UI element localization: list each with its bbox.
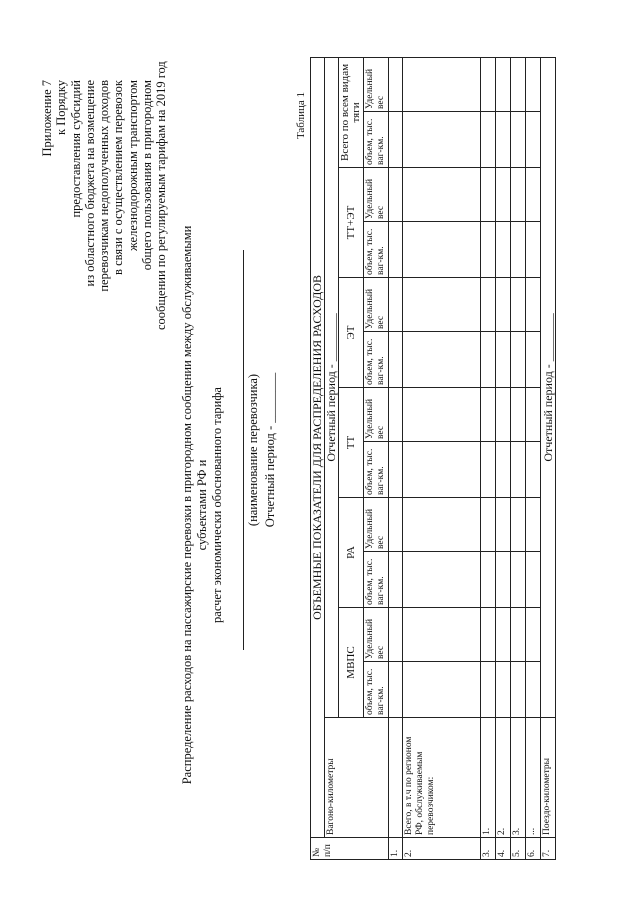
sub-header-volume: объем, тыс. ваг-км. — [364, 332, 389, 388]
sub-header-volume: объем, тыс. ваг-км. — [364, 112, 389, 168]
carrier-underline — [243, 250, 244, 650]
sub-header-volume: объем, тыс. ваг-км. — [364, 552, 389, 608]
table-label: Таблица 1 — [295, 92, 307, 140]
sub-header-volume: объем, тыс. ваг-км. — [364, 222, 389, 278]
annex-line: предоставления субсидий — [68, 80, 83, 218]
group-tt: ТТ — [339, 388, 364, 498]
row-number: 7. — [541, 838, 556, 860]
group-mvps: МВПС — [339, 608, 364, 718]
annex-line: Приложение 7 — [40, 80, 54, 157]
row-label: Всего, в т.ч по регионом РФ, обслуживаемым перевозчиком: — [403, 718, 481, 838]
carrier-caption: (наименование перевозчика) — [246, 373, 260, 527]
sub-header-share: Удельный вес — [364, 168, 389, 222]
header-no: № п/п — [311, 838, 389, 860]
sub-header-volume: объем, тыс. ваг-км. — [364, 442, 389, 498]
table-row — [403, 57, 481, 859]
row-label: 1. — [481, 718, 496, 838]
row-label-header: Вагоно-километры — [325, 718, 389, 838]
row-number: 5. — [511, 838, 526, 860]
document-title-line2: расчет экономически обоснованного тарифа — [210, 387, 224, 623]
distribution-table — [310, 57, 556, 860]
row-number: 1. — [389, 838, 403, 860]
sub-header-share: Удельный вес — [364, 57, 389, 111]
sub-header-share: Удельный вес — [364, 608, 389, 662]
sub-header-volume: объем, тыс. ваг-км. — [364, 662, 389, 718]
table-row — [541, 57, 556, 859]
group-ra: РА — [339, 498, 364, 608]
row-number: 6. — [526, 838, 541, 860]
annex-line: перевозчикам недополученных доходов — [97, 80, 112, 292]
header-period: Отчетный период - ________ — [325, 57, 339, 717]
sub-header-share: Удельный вес — [364, 278, 389, 332]
group-tt-et: ТТ+ЭТ — [339, 168, 364, 278]
annex-line: в связи с осуществлением перевозок — [111, 80, 126, 275]
annex-line: сообщении по регулируемым тарифам на 2019 год — [154, 61, 169, 330]
period-label: Отчетный период - ________ — [263, 372, 277, 528]
document-title — [180, 225, 225, 785]
annex-line: из областного бюджета на возмещение — [82, 80, 97, 287]
table-row — [496, 57, 511, 859]
footer-period: Отчетный период - ________ — [541, 57, 556, 717]
row-label: ... — [526, 718, 541, 838]
annex-line: общего пользования в пригородном — [140, 80, 155, 271]
annex-block — [40, 61, 169, 330]
table-row — [526, 57, 541, 859]
row-label: Поездо-километры — [541, 718, 556, 838]
header-main: ОБЪЕМНЫЕ ПОКАЗАТЕЛИ ДЛЯ РАСПРЕДЕЛЕНИЯ РАСХОДОВ — [311, 57, 325, 837]
row-label: 3. — [511, 718, 526, 838]
table-row — [481, 57, 496, 859]
row-label: 2. — [496, 718, 511, 838]
row-number: 4. — [496, 838, 511, 860]
group-total: Всего по всем видам тяги — [339, 57, 364, 167]
sub-header-share: Удельный вес — [364, 388, 389, 442]
row-label — [389, 718, 403, 838]
document-title-line1: Распределение расходов на пассажирские перевозки в пригородном сообщении между обслуживаемыми субъектами РФ и — [180, 225, 209, 785]
table-row — [511, 57, 526, 859]
row-number: 3. — [481, 838, 496, 860]
sub-header-share: Удельный вес — [364, 498, 389, 552]
annex-line: железнодорожным транспортом — [125, 80, 140, 251]
annex-line: к Порядку — [54, 80, 69, 135]
group-et: ЭТ — [339, 278, 364, 388]
row-number: 2. — [403, 838, 481, 860]
